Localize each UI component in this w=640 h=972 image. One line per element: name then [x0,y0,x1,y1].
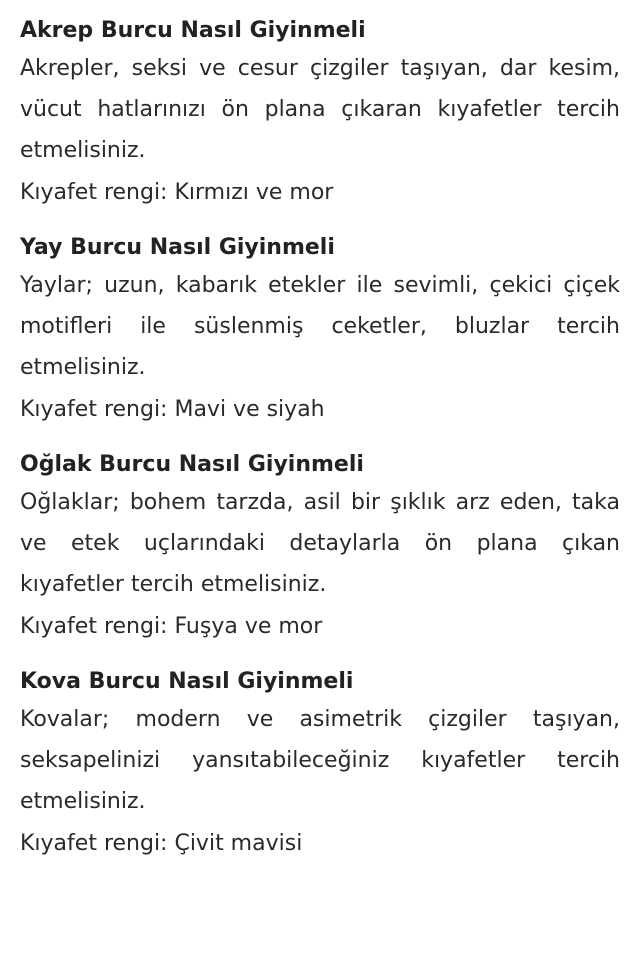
section-kova [20,665,620,866]
section-oglak [20,448,620,649]
section-paragraph: Oğlaklar; bohem tarzda, asil bir şıklık arz eden, taka ve etek uçlarındaki detaylarla ön plana çıkan kıyafetler tercih etmelisiniz. [20,490,620,597]
section-yay [20,231,620,432]
clothing-color-line: Kıyafet rengi: Fuşya ve mor [20,614,323,639]
clothing-color-line: Kıyafet rengi: Kırmızı ve mor [20,180,334,205]
section-heading: Kova Burcu Nasıl Giyinmeli [20,669,354,694]
section-paragraph: Akrepler, seksi ve cesur çizgiler taşıyan, dar kesim, vücut hatlarınızı ön plana çıkaran kıyafetler tercih etmelisiniz. [20,56,620,163]
section-heading: Oğlak Burcu Nasıl Giyinmeli [20,452,364,477]
section-akrep [20,14,620,215]
clothing-color-line: Kıyafet rengi: Mavi ve siyah [20,397,325,422]
section-heading: Yay Burcu Nasıl Giyinmeli [20,235,335,260]
section-heading: Akrep Burcu Nasıl Giyinmeli [20,18,366,43]
section-paragraph: Yaylar; uzun, kabarık etekler ile sevimli, çekici çiçek motifleri ile süslenmiş ceketler, bluzlar tercih etmelisiniz. [20,273,620,380]
section-paragraph: Kovalar; modern ve asimetrik çizgiler taşıyan, seksapelinizi yansıtabileceğiniz kıyafetler tercih etmelisiniz. [20,707,620,814]
clothing-color-line: Kıyafet rengi: Çivit mavisi [20,831,303,856]
